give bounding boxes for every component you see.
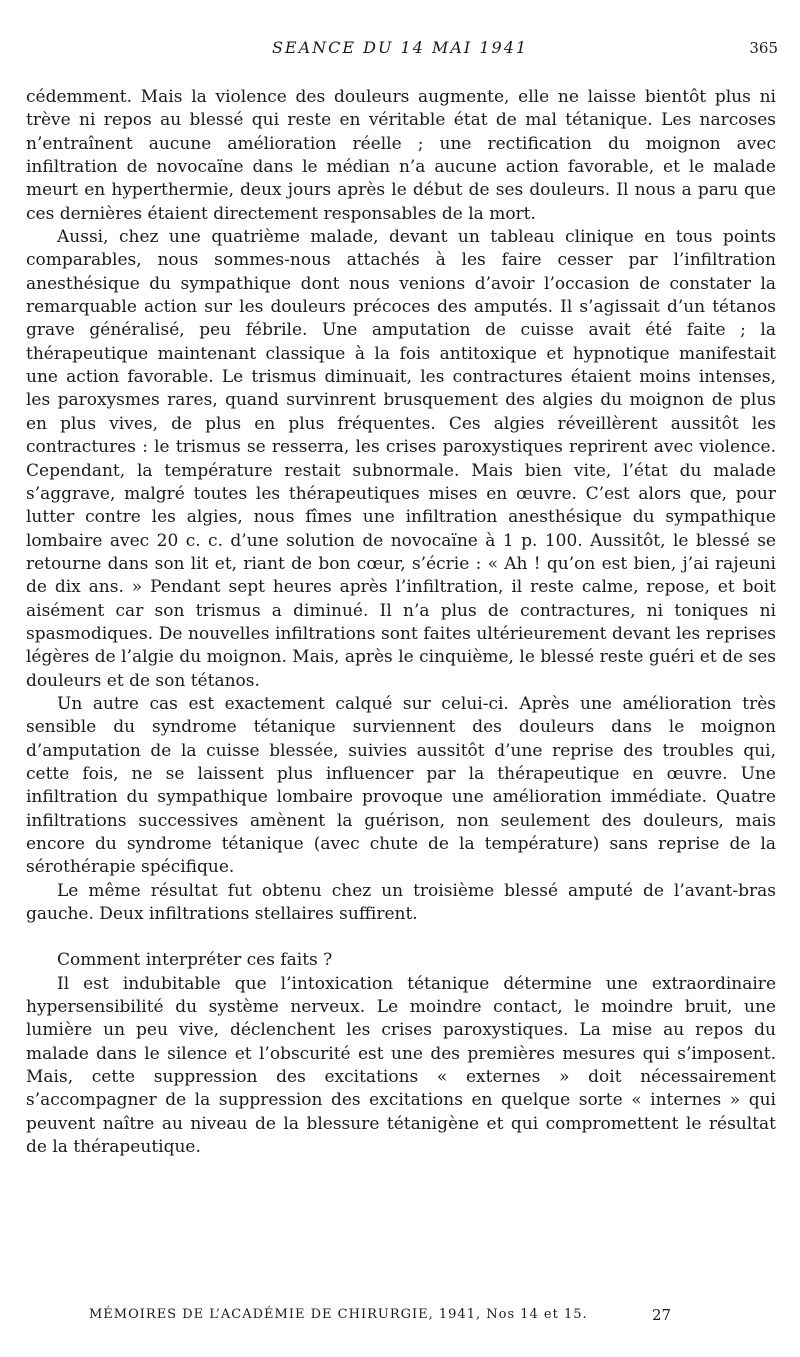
running-head (0, 38, 800, 62)
footer-journal-reference: MÉMOIRES DE L’ACADÉMIE DE CHIRURGIE, 1941, Nos 14 et 15. (89, 1307, 588, 1322)
running-title: SEANCE DU 14 MAI 1941 (271, 38, 529, 57)
paragraph-fourth-case: Aussi, chez une quatrième malade, devant un tableau clinique en tous points comparables, nous sommes-nous attachés à les faire cesser par l’infiltration anesthésique du sympathique dont nous venions d’avoir l’occasion de constater la remarquable action sur les douleurs précoces des amputés. Il s’agissait d’un tétanos grave généralisé, peu fébrile. Une amputation de cuisse avait été faite ; la thérapeutique maintenant classique à la fois antitoxique et hypnotique manifestait une action favorable. Le trismus diminuait, les contractures étaient moins intenses, les paroxysmes rares, quand survinrent brusquement des algies du moignon de plus en plus vives, de plus en plus fréquentes. Ces algies réveillèrent aussitôt les contractures : le trismus se resserra, les crises paroxystiques reprirent avec violence. Cependant, la température restait subnormale. Mais bien vite, l’état du malade s’aggrave, malgré toutes les thérapeutiques mises en œuvre. C’est alors que, pour lutter contre les algies, nous fîmes une infiltration anesthésique du sympathique lombaire avec 20 c. c. d’une solution de novocaïne à 1 p. 100. Aussitôt, le blessé se retourne dans son lit et, riant de bon cœur, s’écrie : « Ah ! qu’on est bien, j’ai rajeuni de dix ans. » Pendant sept heures après l’infiltration, il reste calme, repose, et boit aisément car son trismus a diminué. Il n’a plus de contractures, ni toniques ni spasmodiques. De nouvelles infiltrations sont faites ultérieurement devant les reprises légères de l’algie du moignon. Mais, après le cinquième, le blessé reste guéri et de ses douleurs et de son tétanos. (26, 227, 776, 691)
footer-sheet-number: 27 (652, 1306, 672, 1324)
body-text (26, 86, 776, 1159)
paragraph-continuation: cédemment. Mais la violence des douleurs augmente, elle ne laisse bientôt plus ni trève ni repos au blessé qui reste en véritable état de mal tétanique. Les narcoses n’entraînent aucune amélioration réelle ; une rectification du moignon avec infiltration de novocaïne dans le médian n’a aucune action favorable, et le malade meurt en hyperthermie, deux jours après le début de ses douleurs. Il nous a paru que ces dernières étaient directement responsables de la mort. (26, 87, 776, 224)
paragraph-question: Comment interpréter ces faits ? (57, 950, 333, 971)
paragraph-another-case: Un autre cas est exactement calqué sur celui-ci. Après une amélioration très sensible du syndrome tétanique surviennent des douleurs dans le moignon d’amputation de la cuisse blessée, suivies aussitôt d’une reprise des troubles qui, cette fois, ne se laissent plus influencer par la thérapeutique en œuvre. Une infiltration du sympathique lombaire provoque une amélioration immédiate. Quatre infiltrations successives amènent la guérison, non seulement des douleurs, mais encore du syndrome tétanique (avec chute de la température) sans reprise de la sérothérapie spécifique. (26, 693, 776, 878)
page-number: 365 (749, 39, 778, 57)
paragraph-third-injured: Le même résultat fut obtenu chez un troisième blessé amputé de l’avant-bras gauche. Deux infiltrations stellaires suffirent. (26, 880, 776, 925)
paragraph-interpretation: Il est indubitable que l’intoxication tétanique détermine une extraordinaire hypersensibilité du système nerveux. Le moindre contact, le moindre bruit, une lumière un peu vive, déclenchent les crises paroxystiques. La mise au repos du malade dans le silence et l’obscurité est une des premières mesures qui s’imposent. Mais, cette suppression des excitations « externes » doit nécessairement s’accompagner de la suppression des excitations en quelque sorte « internes » qui peuvent naître au niveau de la blessure tétanigène et qui compromettent le résultat de la thérapeutique. (26, 973, 776, 1158)
footer (0, 1307, 800, 1331)
